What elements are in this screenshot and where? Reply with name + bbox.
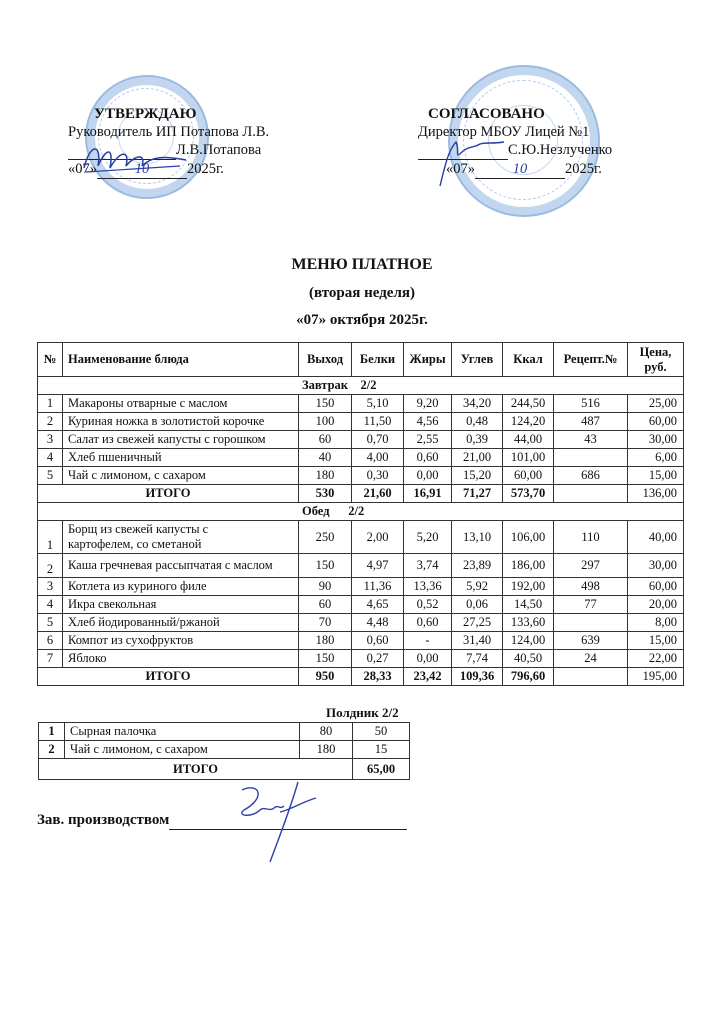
footer-label: Зав. производством — [37, 812, 170, 828]
approval-right-date-day: «07» — [446, 161, 475, 177]
cell-fat: - — [404, 632, 452, 650]
total-protein: 28,33 — [352, 668, 404, 686]
total-fat: 16,91 — [404, 485, 452, 503]
signature-right-icon — [430, 130, 510, 190]
cell-carbs: 27,25 — [452, 614, 503, 632]
cell-output: 60 — [299, 431, 352, 449]
table-row — [39, 741, 410, 759]
total-price: 195,00 — [628, 668, 684, 686]
snack-total-row — [39, 759, 410, 780]
cell-price: 20,00 — [628, 596, 684, 614]
cell-recipe: 487 — [554, 413, 628, 431]
cell-price: 30,00 — [628, 431, 684, 449]
cell-recipe: 686 — [554, 467, 628, 485]
cell-protein: 5,10 — [352, 395, 404, 413]
table-row — [38, 449, 684, 467]
header-no: № — [38, 343, 63, 377]
header-recipe: Рецепт.№ — [554, 343, 628, 377]
cell-protein: 11,50 — [352, 413, 404, 431]
cell-protein: 0,27 — [352, 650, 404, 668]
cell-fat: 0,52 — [404, 596, 452, 614]
cell-no: 2 — [38, 554, 63, 578]
cell-output: 40 — [299, 449, 352, 467]
cell-fat: 3,74 — [404, 554, 452, 578]
cell-no: 1 — [38, 395, 63, 413]
table-row — [38, 395, 684, 413]
cell-output: 250 — [299, 521, 352, 554]
section-snack-label: Полдник 2/2 — [326, 705, 399, 720]
section-lunch-label: Обед 2/2 — [38, 503, 684, 521]
cell-name: Компот из сухофруктов — [63, 632, 299, 650]
approval-left-date-month: 10 — [97, 160, 187, 179]
cell-name: Борщ из свежей капусты с картофелем, со сметаной — [63, 521, 299, 554]
approval-left-signatory: Л.В.Потапова — [176, 142, 262, 158]
cell-price: 15 — [353, 741, 410, 759]
cell-protein: 0,70 — [352, 431, 404, 449]
table-row — [38, 650, 684, 668]
cell-kcal: 101,00 — [503, 449, 554, 467]
header-fat: Жиры — [404, 343, 452, 377]
approval-left-title: УТВЕРЖДАЮ — [94, 106, 197, 122]
cell-no: 5 — [38, 614, 63, 632]
cell-name: Каша гречневая рассыпчатая с маслом — [63, 554, 299, 578]
cell-name: Хлеб йодированный/ржаной — [63, 614, 299, 632]
table-row — [38, 632, 684, 650]
cell-output: 150 — [299, 650, 352, 668]
cell-carbs: 7,74 — [452, 650, 503, 668]
total-kcal: 573,70 — [503, 485, 554, 503]
cell-fat: 9,20 — [404, 395, 452, 413]
section-breakfast-label: Завтрак 2/2 — [38, 377, 684, 395]
total-kcal: 796,60 — [503, 668, 554, 686]
cell-price: 15,00 — [628, 632, 684, 650]
cell-protein: 4,97 — [352, 554, 404, 578]
cell-price: 60,00 — [628, 578, 684, 596]
total-fat: 23,42 — [404, 668, 452, 686]
cell-output: 180 — [299, 632, 352, 650]
signature-left-icon — [80, 138, 190, 178]
cell-carbs: 15,20 — [452, 467, 503, 485]
cell-price: 50 — [353, 723, 410, 741]
cell-name: Чай с лимоном, с сахаром — [63, 467, 299, 485]
cell-no: 5 — [38, 467, 63, 485]
cell-protein: 11,36 — [352, 578, 404, 596]
cell-fat: 0,00 — [404, 650, 452, 668]
approval-right-date-year: 2025г. — [565, 161, 602, 177]
cell-carbs: 13,10 — [452, 521, 503, 554]
cell-kcal: 133,60 — [503, 614, 554, 632]
cell-output: 80 — [300, 723, 353, 741]
cell-recipe: 639 — [554, 632, 628, 650]
cell-protein: 4,00 — [352, 449, 404, 467]
cell-no: 7 — [38, 650, 63, 668]
lunch-total-row — [38, 668, 684, 686]
cell-protein: 4,48 — [352, 614, 404, 632]
total-price: 136,00 — [628, 485, 684, 503]
cell-output: 150 — [299, 395, 352, 413]
cell-output: 90 — [299, 578, 352, 596]
cell-protein: 2,00 — [352, 521, 404, 554]
table-row — [38, 413, 684, 431]
breakfast-total-row — [38, 485, 684, 503]
cell-fat: 5,20 — [404, 521, 452, 554]
cell-kcal: 244,50 — [503, 395, 554, 413]
cell-name: Сырная палочка — [65, 723, 300, 741]
table-row — [38, 521, 684, 554]
approval-left-date-year: 2025г. — [187, 161, 224, 177]
cell-carbs: 0,06 — [452, 596, 503, 614]
cell-recipe: 498 — [554, 578, 628, 596]
cell-fat: 4,56 — [404, 413, 452, 431]
cell-name: Салат из свежей капусты с горошком — [63, 431, 299, 449]
cell-name: Икра свекольная — [63, 596, 299, 614]
cell-output: 180 — [299, 467, 352, 485]
cell-no: 4 — [38, 596, 63, 614]
cell-price: 60,00 — [628, 413, 684, 431]
cell-no: 1 — [39, 723, 65, 741]
table-row — [38, 596, 684, 614]
cell-no: 3 — [38, 431, 63, 449]
snack-table — [38, 722, 410, 780]
cell-carbs: 31,40 — [452, 632, 503, 650]
approval-right-position: Директор МБОУ Лицей №1 — [418, 124, 590, 140]
cell-carbs: 0,39 — [452, 431, 503, 449]
cell-carbs: 34,20 — [452, 395, 503, 413]
cell-price: 30,00 — [628, 554, 684, 578]
approval-right-title: СОГЛАСОВАНО — [428, 106, 545, 122]
total-price: 65,00 — [353, 759, 410, 780]
cell-carbs: 0,48 — [452, 413, 503, 431]
cell-fat: 0,60 — [404, 614, 452, 632]
page-subtitle: (вторая неделя) — [309, 285, 415, 301]
cell-protein: 0,60 — [352, 632, 404, 650]
header-carbs: Углев — [452, 343, 503, 377]
cell-price: 22,00 — [628, 650, 684, 668]
cell-no: 4 — [38, 449, 63, 467]
approval-right-date-month: 10 — [475, 160, 565, 179]
cell-no: 2 — [38, 413, 63, 431]
cell-kcal: 192,00 — [503, 578, 554, 596]
cell-output: 100 — [299, 413, 352, 431]
cell-no: 2 — [39, 741, 65, 759]
cell-kcal: 40,50 — [503, 650, 554, 668]
menu-table — [37, 342, 684, 686]
total-recipe — [554, 668, 628, 686]
total-label: ИТОГО — [39, 759, 353, 780]
header-kcal: Ккал — [503, 343, 554, 377]
cell-name: Котлета из куриного филе — [63, 578, 299, 596]
section-lunch — [38, 503, 684, 521]
total-label: ИТОГО — [38, 485, 299, 503]
cell-name: Хлеб пшеничный — [63, 449, 299, 467]
cell-recipe — [554, 449, 628, 467]
page-date: «07» октября 2025г. — [296, 312, 428, 328]
approval-right-signatory: С.Ю.Незлученко — [508, 142, 613, 158]
approval-left-date-day: «07» — [68, 161, 97, 177]
cell-name: Куриная ножка в золотистой корочке — [63, 413, 299, 431]
table-row — [38, 554, 684, 578]
cell-name: Чай с лимоном, с сахаром — [65, 741, 300, 759]
cell-no: 6 — [38, 632, 63, 650]
cell-no: 1 — [38, 521, 63, 554]
cell-protein: 0,30 — [352, 467, 404, 485]
signature-footer-icon — [230, 780, 320, 866]
cell-name: Макароны отварные с маслом — [63, 395, 299, 413]
total-label: ИТОГО — [38, 668, 299, 686]
table-row — [38, 467, 684, 485]
cell-carbs: 23,89 — [452, 554, 503, 578]
total-protein: 21,60 — [352, 485, 404, 503]
total-carbs: 71,27 — [452, 485, 503, 503]
cell-output: 60 — [299, 596, 352, 614]
table-row — [38, 431, 684, 449]
section-breakfast — [38, 377, 684, 395]
cell-kcal: 124,20 — [503, 413, 554, 431]
cell-price: 8,00 — [628, 614, 684, 632]
footer-signature — [37, 812, 407, 830]
cell-output: 70 — [299, 614, 352, 632]
header-name: Наименование блюда — [63, 343, 299, 377]
cell-carbs: 21,00 — [452, 449, 503, 467]
cell-recipe: 110 — [554, 521, 628, 554]
cell-recipe: 516 — [554, 395, 628, 413]
cell-kcal: 60,00 — [503, 467, 554, 485]
cell-no: 3 — [38, 578, 63, 596]
approval-left-position: Руководитель ИП Потапова Л.В. — [68, 124, 270, 140]
cell-fat: 2,55 — [404, 431, 452, 449]
cell-recipe: 43 — [554, 431, 628, 449]
cell-recipe: 297 — [554, 554, 628, 578]
cell-output: 150 — [299, 554, 352, 578]
table-row — [38, 614, 684, 632]
page-title: МЕНЮ ПЛАТНОЕ — [291, 256, 433, 273]
header-output: Выход — [299, 343, 352, 377]
cell-fat: 13,36 — [404, 578, 452, 596]
total-carbs: 109,36 — [452, 668, 503, 686]
cell-carbs: 5,92 — [452, 578, 503, 596]
cell-kcal: 124,00 — [503, 632, 554, 650]
table-header — [38, 343, 684, 377]
cell-kcal: 186,00 — [503, 554, 554, 578]
cell-price: 25,00 — [628, 395, 684, 413]
cell-output: 180 — [300, 741, 353, 759]
cell-recipe — [554, 614, 628, 632]
cell-price: 6,00 — [628, 449, 684, 467]
cell-recipe: 24 — [554, 650, 628, 668]
table-row — [39, 723, 410, 741]
table-row — [38, 578, 684, 596]
cell-recipe: 77 — [554, 596, 628, 614]
cell-name: Яблоко — [63, 650, 299, 668]
header-price: Цена, руб. — [628, 343, 684, 377]
cell-protein: 4,65 — [352, 596, 404, 614]
cell-price: 15,00 — [628, 467, 684, 485]
cell-kcal: 106,00 — [503, 521, 554, 554]
cell-kcal: 44,00 — [503, 431, 554, 449]
header-protein: Белки — [352, 343, 404, 377]
total-output: 530 — [299, 485, 352, 503]
cell-fat: 0,00 — [404, 467, 452, 485]
total-output: 950 — [299, 668, 352, 686]
cell-price: 40,00 — [628, 521, 684, 554]
cell-fat: 0,60 — [404, 449, 452, 467]
total-recipe — [554, 485, 628, 503]
cell-kcal: 14,50 — [503, 596, 554, 614]
